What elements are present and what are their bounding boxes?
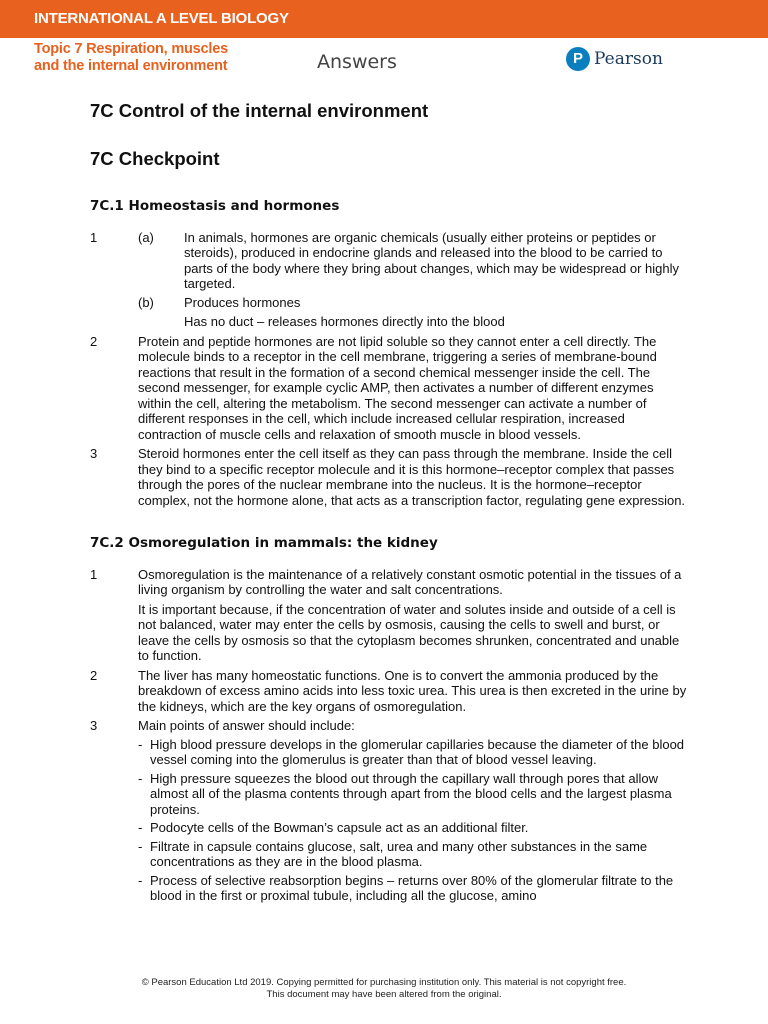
answer-paragraph: It is important because, if the concentration of water and solutes inside and outside of a cell is not balanced, water may enter the cells by osmosis, causing the cells to swell and burst, or leave the cells by osmosis so that the cytoplasm becomes shrunken, concentrated and unable to function.	[138, 601, 680, 663]
part-label: (b)	[138, 294, 154, 310]
bullet-item	[138, 820, 690, 836]
pearson-wordmark: Pearson	[594, 49, 663, 69]
topic-line-2: and the internal environment	[34, 58, 228, 74]
dash-bullet-icon: -	[138, 838, 143, 854]
answer-text-block	[138, 718, 690, 907]
bullet-text: Process of selective reabsorption begins – returns over 80% of the glomerular filtrate to the blood in the first or proximal tubule, including all the glucose, amino	[150, 872, 674, 903]
bullet-item	[138, 737, 690, 768]
answers-content	[90, 199, 690, 907]
answer-text-block	[138, 567, 690, 664]
footer-line-1: © Pearson Education Ltd 2019. Copying permitted for purchasing institution only. This material is not copyright free.	[141, 977, 627, 988]
answer-text: Protein and peptide hormones are not lipid soluble so they cannot enter a cell directly. The molecule binds to a receptor in the cell membrane, triggering a series of membrane-bound reactions that result in the formation of a second chemical messenger inside the cell. The second messenger, for example cyclic AMP, then activates a number of different enzymes within the cell, altering the metabolism. The second messenger can activate a number of different responses in the cell, which include increased cellular respiration, increased contraction of muscle cells and relaxation of smooth muscle in blood vessels.	[138, 333, 657, 442]
section-heading-7c2: 7C.2 Osmoregulation in mammals: the kidney	[90, 535, 438, 551]
answer-number: 2	[90, 333, 98, 349]
dash-bullet-icon: -	[138, 736, 143, 752]
subject-banner: INTERNATIONAL A LEVEL BIOLOGY	[0, 0, 768, 38]
answer-3	[90, 718, 690, 907]
dash-bullet-icon: -	[138, 820, 143, 835]
answer-paragraph: Osmoregulation is the maintenance of a relatively constant osmotic potential in the tissues of a living organism by controlling the water and salt concentrations.	[138, 566, 682, 597]
pearson-logo	[566, 47, 663, 71]
page-title: 7C Control of the internal environment	[90, 100, 429, 121]
pearson-p-icon: P	[566, 47, 590, 71]
bullet-text: Filtrate in capsule contains glucose, salt, urea and many other substances in the same concentrations as they are in the blood plasma.	[150, 838, 648, 869]
bullet-item	[138, 873, 690, 904]
answer-text: In animals, hormones are organic chemicals (usually either proteins or peptides or steroids), produced in endocrine glands and released into the blood to be carried to parts of the body where they bring about changes, which may be widespread or highly targeted.	[184, 229, 680, 291]
answer-1	[90, 230, 690, 292]
bullet-text: High blood pressure develops in the glomerular capillaries because the diameter of the blood vessel coming into the glomerulus is greater than that of blood vessel leaving.	[150, 736, 685, 767]
bullet-item	[138, 839, 690, 870]
answer-text: Produces hormones	[184, 294, 301, 310]
bullet-text: High pressure squeezes the blood out through the capillary wall through pores that allow almost all of the plasma contents through apart from the blood cells and the largest plasma proteins.	[150, 770, 672, 817]
topic-heading	[34, 41, 228, 75]
spacer	[90, 295, 138, 311]
bullet-text: Podocyte cells of the Bowman’s capsule act as an additional filter.	[150, 820, 529, 835]
answer-number: 1	[90, 566, 98, 582]
answer-number: 1	[90, 229, 98, 245]
answer-text: Has no duct – releases hormones directly into the blood	[184, 314, 505, 329]
answer-number: 2	[90, 667, 98, 683]
answer-number: 3	[90, 718, 98, 733]
bullet-item	[138, 771, 690, 818]
answer-number: 3	[90, 446, 98, 461]
footer-line-2: This document may have been altered from the original.	[266, 989, 502, 1000]
answer-intro: Main points of answer should include:	[138, 718, 355, 733]
answers-label: Answers	[317, 51, 397, 73]
answer-text: The liver has many homeostatic functions. One is to convert the ammonia produced by the breakdown of excess amino acids into less toxic urea. This urea is then excreted in the urine by the kidneys, which are the key organs of osmoregulation.	[138, 667, 687, 714]
answer-1	[90, 567, 690, 664]
answer-2	[90, 334, 690, 443]
answer-1b	[90, 295, 690, 311]
answer-2	[90, 668, 690, 715]
topic-line-1: Topic 7 Respiration, muscles	[34, 41, 228, 57]
part-label: (a)	[138, 229, 154, 245]
answer-text: Steroid hormones enter the cell itself as they can pass through the membrane. Inside the cell they bind to a specific receptor molecule and it is this hormone–receptor complex that passes through the pores of the nuclear membrane into the nucleus. It is the hormone–receptor complex, not the hormone alone, that acts as a transcription factor, regulating gene expression.	[138, 446, 686, 508]
bullet-list	[138, 737, 690, 904]
answer-3	[90, 446, 690, 508]
dash-bullet-icon: -	[138, 770, 143, 786]
copyright-footer	[0, 977, 768, 1001]
checkpoint-heading: 7C Checkpoint	[90, 148, 220, 169]
dash-bullet-icon: -	[138, 872, 143, 888]
section-heading-7c1: 7C.1 Homeostasis and hormones	[90, 198, 340, 214]
